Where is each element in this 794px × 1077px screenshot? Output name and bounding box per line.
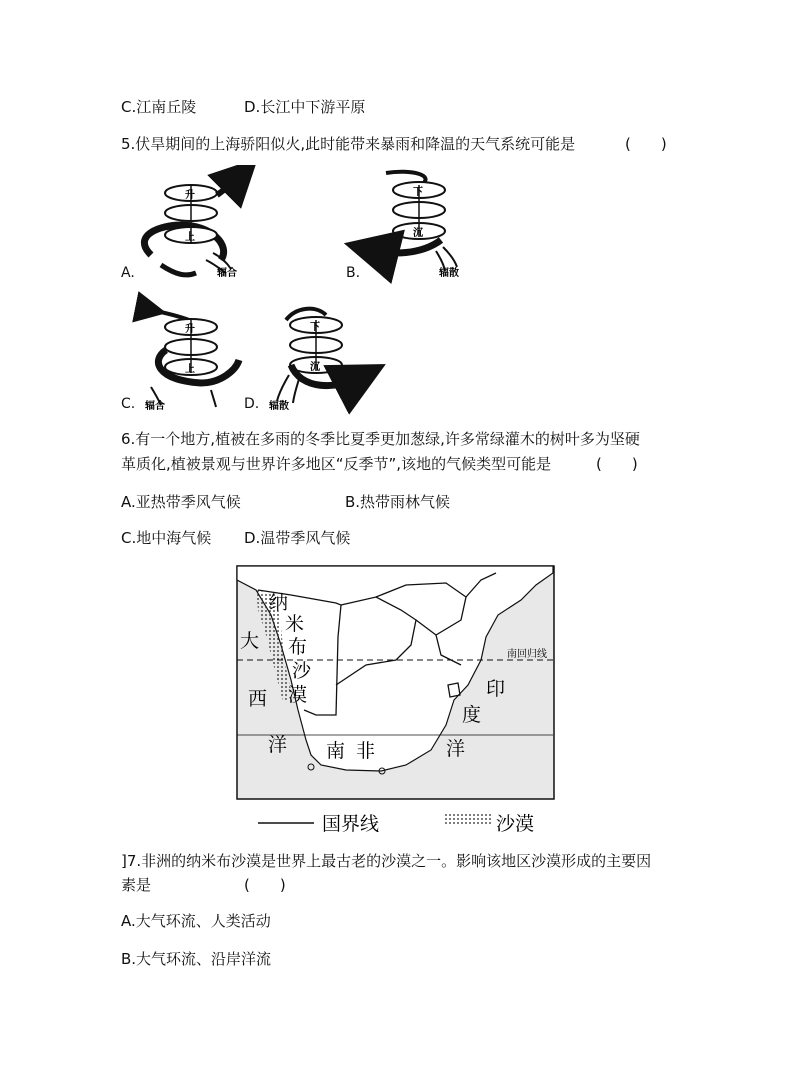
- q6-answer-paren: ( ): [596, 455, 638, 473]
- label-b-divergence: 辐散: [439, 268, 459, 279]
- q6-option-b: B.热带雨林气候: [345, 493, 451, 511]
- q7-answer-paren: ( ): [244, 876, 286, 894]
- q5-stem: 5.伏旱期间的上海骄阳似火,此时能带来暴雨和降温的天气系统可能是: [121, 135, 576, 153]
- label-a-up: 升: [185, 190, 195, 201]
- legend-desert-swatch: [444, 814, 492, 826]
- map-label-namib-2: 米: [285, 613, 305, 635]
- map-label-tropic: 南回归线: [507, 649, 547, 660]
- map-label-namib-1: 纳: [269, 592, 289, 614]
- q7-stem-line2: 素是: [121, 876, 152, 894]
- q5-option-c: C.: [121, 396, 136, 412]
- q6-option-a: A.亚热带季风气候: [121, 493, 241, 511]
- label-d-divergence: 辐散: [269, 401, 289, 412]
- q5-option-d: D.: [244, 396, 260, 412]
- map-label-nan: 南: [326, 740, 346, 762]
- map-label-namib-4: 沙: [292, 660, 312, 682]
- q6-stem-line2: 革质化,植被景观与世界许多地区“反季节”,该地的气候类型可能是: [121, 455, 552, 473]
- q6-option-d: D.温带季风气候: [244, 529, 351, 547]
- q5-option-a: A.: [121, 265, 135, 281]
- label-a-rise: 上: [185, 232, 195, 243]
- map-label-du: 度: [462, 704, 482, 726]
- q5-option-b: B.: [346, 265, 361, 281]
- q7-option-a: A.大气环流、人类活动: [121, 912, 271, 930]
- q5-answer-paren: ( ): [625, 135, 667, 153]
- diagram-c: [151, 310, 239, 407]
- label-c-up: 升: [185, 324, 195, 335]
- q7-stem-line1: ]7.非洲的纳米布沙漠是世界上最古老的沙漠之一。影响该地区沙漠形成的主要因: [121, 852, 652, 870]
- legend-desert-text: 沙漠: [496, 813, 535, 835]
- map-label-namib-3: 布: [288, 636, 308, 658]
- map-label-da: 大: [240, 630, 260, 652]
- q6-stem-line1: 6.有一个地方,植被在多雨的冬季比夏季更加葱绿,许多常绿灌木的树叶多为坚硬: [121, 430, 640, 448]
- label-b-sink: 沉: [413, 228, 423, 239]
- map-label-yin: 印: [486, 678, 506, 700]
- map-label-yang-left: 洋: [268, 734, 288, 756]
- map-label-namib-5: 漠: [288, 684, 308, 706]
- legend-border-text: 国界线: [322, 813, 380, 835]
- q7-option-b: B.大气环流、沿岸洋流: [121, 950, 272, 968]
- map-label-xi: 西: [248, 688, 268, 710]
- label-a-convergence: 辐合: [217, 268, 237, 279]
- label-d-sink: 沉: [310, 362, 320, 373]
- q4-option-d: D.长江中下游平原: [244, 98, 366, 116]
- label-c-convergence: 辐合: [145, 401, 165, 412]
- q4-option-c: C.江南丘陵: [121, 98, 197, 116]
- map-label-yang-right: 洋: [446, 738, 466, 760]
- q5-diagram-set: [121, 165, 481, 415]
- q6-option-c: C.地中海气候: [121, 529, 212, 547]
- label-c-rise: 上: [185, 364, 195, 375]
- southern-africa-map: [236, 565, 556, 840]
- label-b-down: 下: [413, 187, 423, 198]
- label-d-down: 下: [310, 322, 320, 333]
- map-label-fei: 非: [356, 740, 376, 762]
